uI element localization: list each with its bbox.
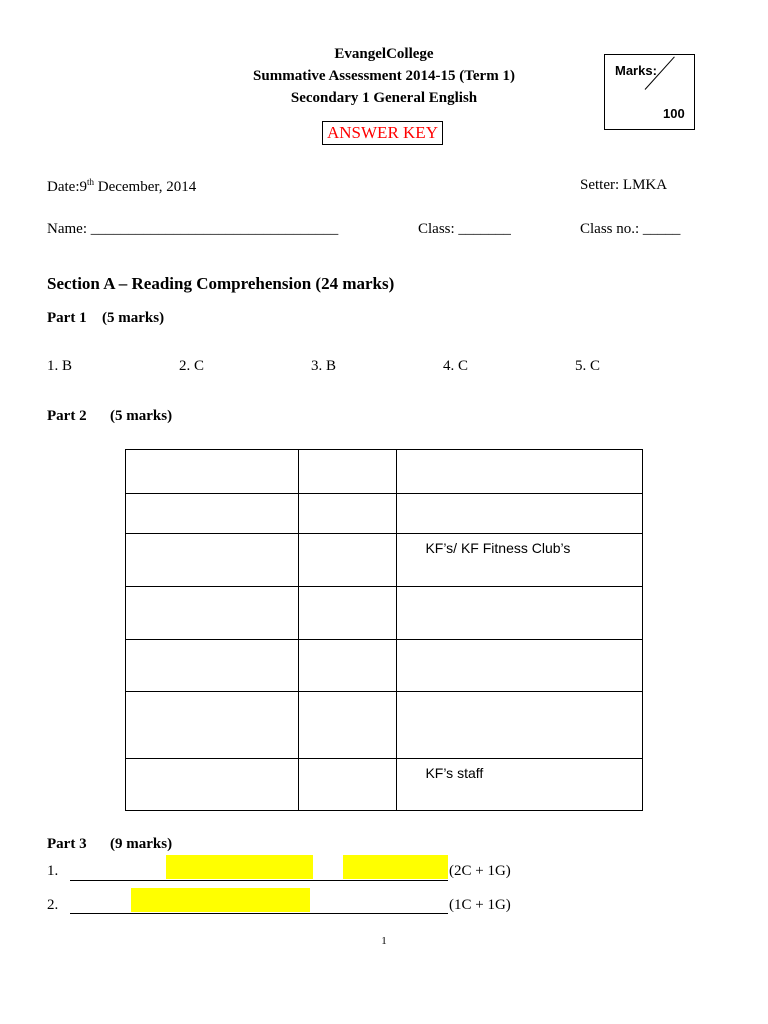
date-sup: th — [86, 177, 94, 187]
table-cell — [126, 692, 299, 759]
setter: Setter: LMKA — [580, 177, 668, 193]
name-field: Name: _________________________________ — [47, 221, 339, 237]
marks-total: 100 — [663, 106, 685, 121]
table-row — [126, 640, 643, 692]
table-cell — [298, 587, 397, 640]
date-line — [47, 177, 196, 196]
part1-answer: 1. B — [47, 358, 73, 374]
part3-label: Part 3 — [47, 836, 87, 852]
part1-answer: 5. C — [575, 358, 601, 374]
marks-box — [604, 54, 695, 130]
part3-item-number: 1. — [47, 863, 59, 879]
table-cell — [397, 640, 643, 692]
table-cell — [298, 692, 397, 759]
table-cell — [298, 640, 397, 692]
part1-answer: 4. C — [443, 358, 469, 374]
part3-item-score: (2C + 1G) — [449, 863, 511, 879]
highlight-redaction — [131, 888, 310, 912]
table-cell: KF’s staff — [397, 759, 643, 811]
table-cell — [126, 587, 299, 640]
table-row — [126, 587, 643, 640]
table-row — [126, 759, 643, 811]
class-field: Class: _______ — [418, 221, 511, 237]
part1-answer: 3. B — [311, 358, 337, 374]
table-cell — [397, 494, 643, 534]
school-name: EvangelCollege — [334, 46, 434, 62]
table-cell — [126, 450, 299, 494]
part2-label: Part 2 — [47, 408, 87, 424]
date-rest: December, 2014 — [94, 179, 197, 195]
assessment-title: Summative Assessment 2014-15 (Term 1) — [253, 68, 515, 84]
answer-key-label: ANSWER KEY — [322, 121, 443, 145]
table-cell — [397, 450, 643, 494]
part3-marks: (9 marks) — [110, 836, 173, 852]
highlight-redaction — [343, 855, 448, 879]
table-cell — [397, 587, 643, 640]
table-cell: KF’s/ KF Fitness Club’s — [397, 534, 643, 587]
answer-line — [70, 913, 448, 914]
table-cell — [298, 450, 397, 494]
part2-marks: (5 marks) — [110, 408, 173, 424]
table-cell — [126, 494, 299, 534]
date-prefix: Date:9 — [47, 179, 87, 195]
table-cell — [126, 534, 299, 587]
table-row — [126, 494, 643, 534]
class-no-field: Class no.: _____ — [580, 221, 681, 237]
part3-item-score: (1C + 1G) — [449, 897, 511, 913]
section-a-title: Section A – Reading Comprehension (24 marks) — [47, 274, 395, 293]
table-row — [126, 534, 643, 587]
highlight-redaction — [166, 855, 313, 879]
table-cell — [298, 534, 397, 587]
part1-answer: 2. C — [179, 358, 205, 374]
subject-title: Secondary 1 General English — [290, 90, 478, 106]
part3-item-number: 2. — [47, 897, 59, 913]
table-cell — [298, 759, 397, 811]
part2-answer-table — [125, 449, 643, 811]
page-number: 1 — [381, 935, 387, 947]
table-row — [126, 450, 643, 494]
table-row — [126, 692, 643, 759]
marks-label: Marks: — [615, 63, 657, 78]
table-cell — [298, 494, 397, 534]
table-cell — [126, 640, 299, 692]
answer-line — [70, 880, 448, 881]
part1-label: Part 1 — [47, 310, 87, 326]
table-cell — [397, 692, 643, 759]
table-cell — [126, 759, 299, 811]
part1-marks: (5 marks) — [102, 310, 165, 326]
